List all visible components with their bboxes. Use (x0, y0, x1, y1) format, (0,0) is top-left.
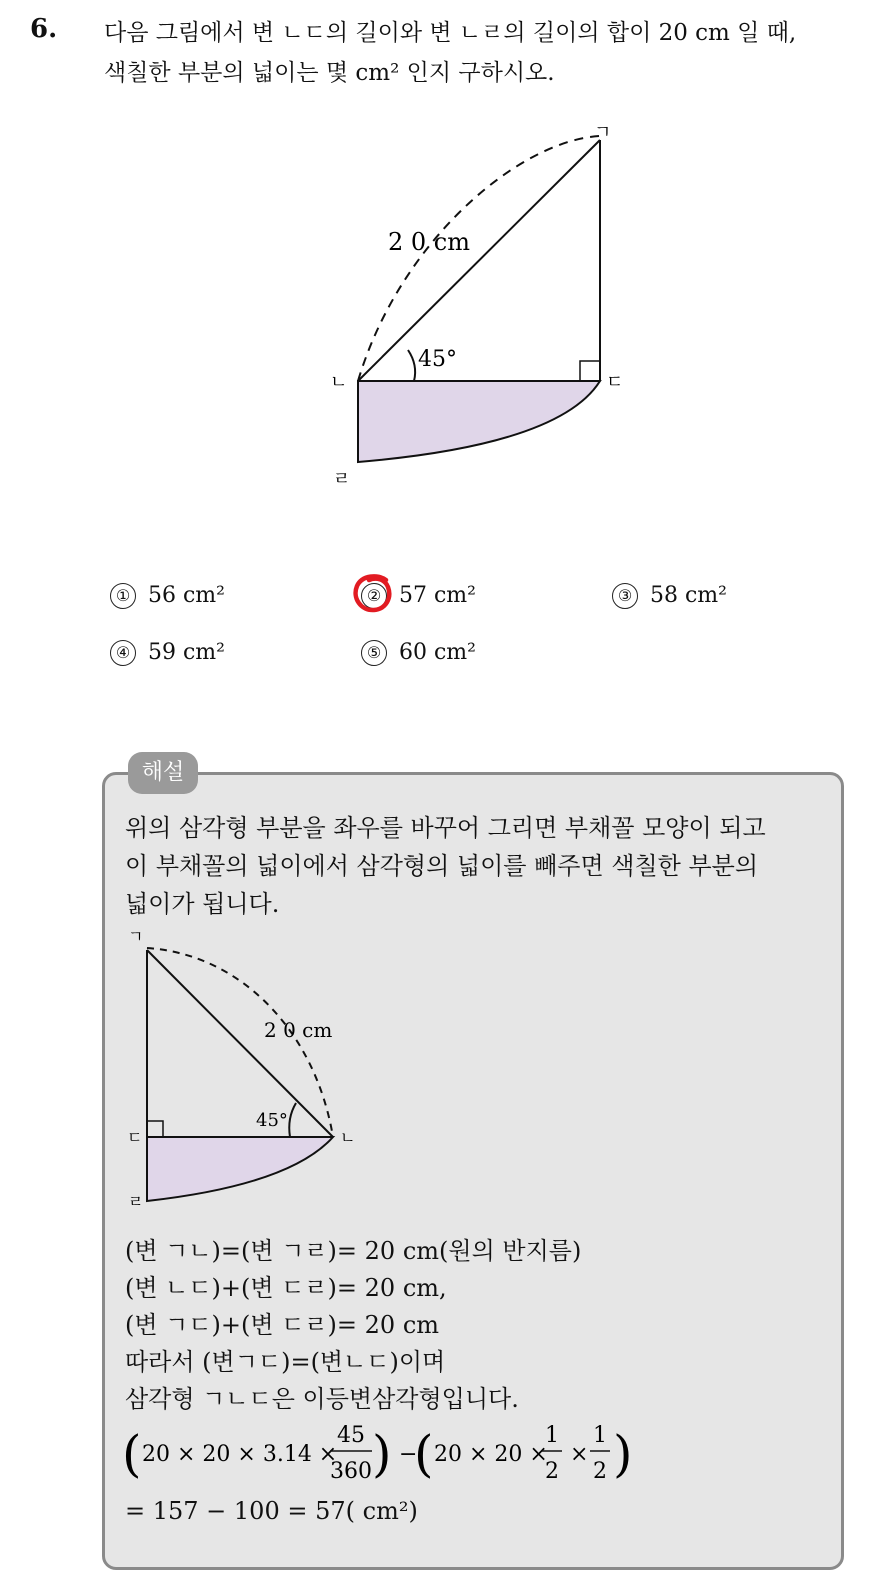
vertex-label-bottom: ㄹ (333, 469, 351, 490)
fraction3-numerator: 1 (593, 1423, 607, 1448)
angle-arc (408, 350, 415, 381)
option-text: 58 cm² (650, 583, 727, 608)
formula-part2: 20 × 20 × (434, 1442, 548, 1467)
equation-line2: (변 ㄴㄷ)+(변 ㄷㄹ)= 20 cm, (125, 1274, 447, 1302)
hypotenuse-line (147, 950, 333, 1137)
paren-close: ) (372, 1425, 392, 1483)
vertex-label-left: ㄷ (127, 1128, 143, 1147)
fraction3-denominator: 2 (593, 1459, 607, 1484)
solution-text-line1: 위의 삼각형 부분을 좌우를 바꾸어 그리면 부채꼴 모양이 되고 (125, 814, 766, 842)
option-text: 56 cm² (148, 583, 225, 608)
shaded-region (147, 1137, 333, 1201)
vertex-label-left: ㄴ (330, 372, 348, 393)
selected-answer-mark (352, 572, 394, 614)
option-number: ⑤ (361, 640, 387, 666)
vertex-label-top: ㄱ (594, 122, 612, 143)
option-number: ③ (612, 583, 638, 609)
paren-open: ( (122, 1425, 142, 1483)
solution-tab: 해설 (128, 752, 198, 794)
rotated-sector-figure (0, 920, 884, 1220)
fraction2-numerator: 1 (545, 1423, 559, 1448)
option-text: 60 cm² (399, 640, 476, 665)
result-line: = 157 − 100 = 57( cm²) (125, 1497, 418, 1525)
solution-text-line2: 이 부채꼴의 넓이에서 삼각형의 넓이를 빼주면 색칠한 부분의 (125, 852, 759, 880)
option-text: 57 cm² (399, 583, 476, 608)
angle-label: 45° (256, 1110, 288, 1131)
question-text-line1: 다음 그림에서 변 ㄴㄷ의 길이와 변 ㄴㄹ의 길이의 합이 20 cm 일 때, (104, 20, 797, 46)
paren-close-2: ) (613, 1425, 633, 1483)
equation-line1: (변 ㄱㄴ)=(변 ㄱㄹ)= 20 cm(원의 반지름) (125, 1237, 582, 1265)
option-number: ① (110, 583, 136, 609)
option-4[interactable] (110, 640, 225, 666)
vertex-label-right: ㄷ (606, 372, 624, 393)
angle-label: 45° (418, 347, 457, 372)
option-number: ④ (110, 640, 136, 666)
angle-arc (289, 1103, 296, 1137)
question-number: 6. (30, 14, 58, 44)
fraction2-denominator: 2 (545, 1459, 559, 1484)
equation-line4: 따라서 (변ㄱㄷ)=(변ㄴㄷ)이며 (125, 1348, 446, 1376)
length-label: 2 0 cm (264, 1018, 333, 1042)
option-5[interactable] (361, 640, 476, 666)
formula-minus: − (399, 1442, 418, 1467)
equation-line3: (변 ㄱㄷ)+(변 ㄷㄹ)= 20 cm (125, 1311, 440, 1339)
option-1[interactable] (110, 583, 225, 609)
length-label: 2 0 cm (388, 228, 470, 256)
right-angle-mark (147, 1121, 163, 1137)
option-number: ② (361, 583, 387, 609)
vertex-label-right: ㄴ (340, 1128, 356, 1147)
vertex-label-bottom: ㄹ (128, 1192, 144, 1211)
shaded-region (358, 381, 600, 462)
fraction1-numerator: 45 (337, 1423, 365, 1448)
area-formula (110, 1415, 670, 1491)
formula-times: × (570, 1442, 589, 1467)
solution-text-line3: 넓이가 됩니다. (125, 890, 280, 918)
option-3[interactable] (612, 583, 727, 609)
question-text-line2: 색칠한 부분의 넓이는 몇 cm² 인지 구하시오. (104, 60, 555, 86)
fraction1-denominator: 360 (330, 1459, 372, 1484)
triangle-sector-figure (0, 0, 884, 560)
vertex-label-top: ㄱ (128, 927, 144, 946)
equation-line5: 삼각형 ㄱㄴㄷ은 이등변삼각형입니다. (125, 1385, 519, 1413)
paren-open-2: ( (414, 1425, 434, 1483)
hypotenuse-line (358, 140, 600, 381)
formula-part1: 20 × 20 × 3.14 × (142, 1442, 338, 1467)
right-angle-mark (580, 361, 600, 381)
option-text: 59 cm² (148, 640, 225, 665)
